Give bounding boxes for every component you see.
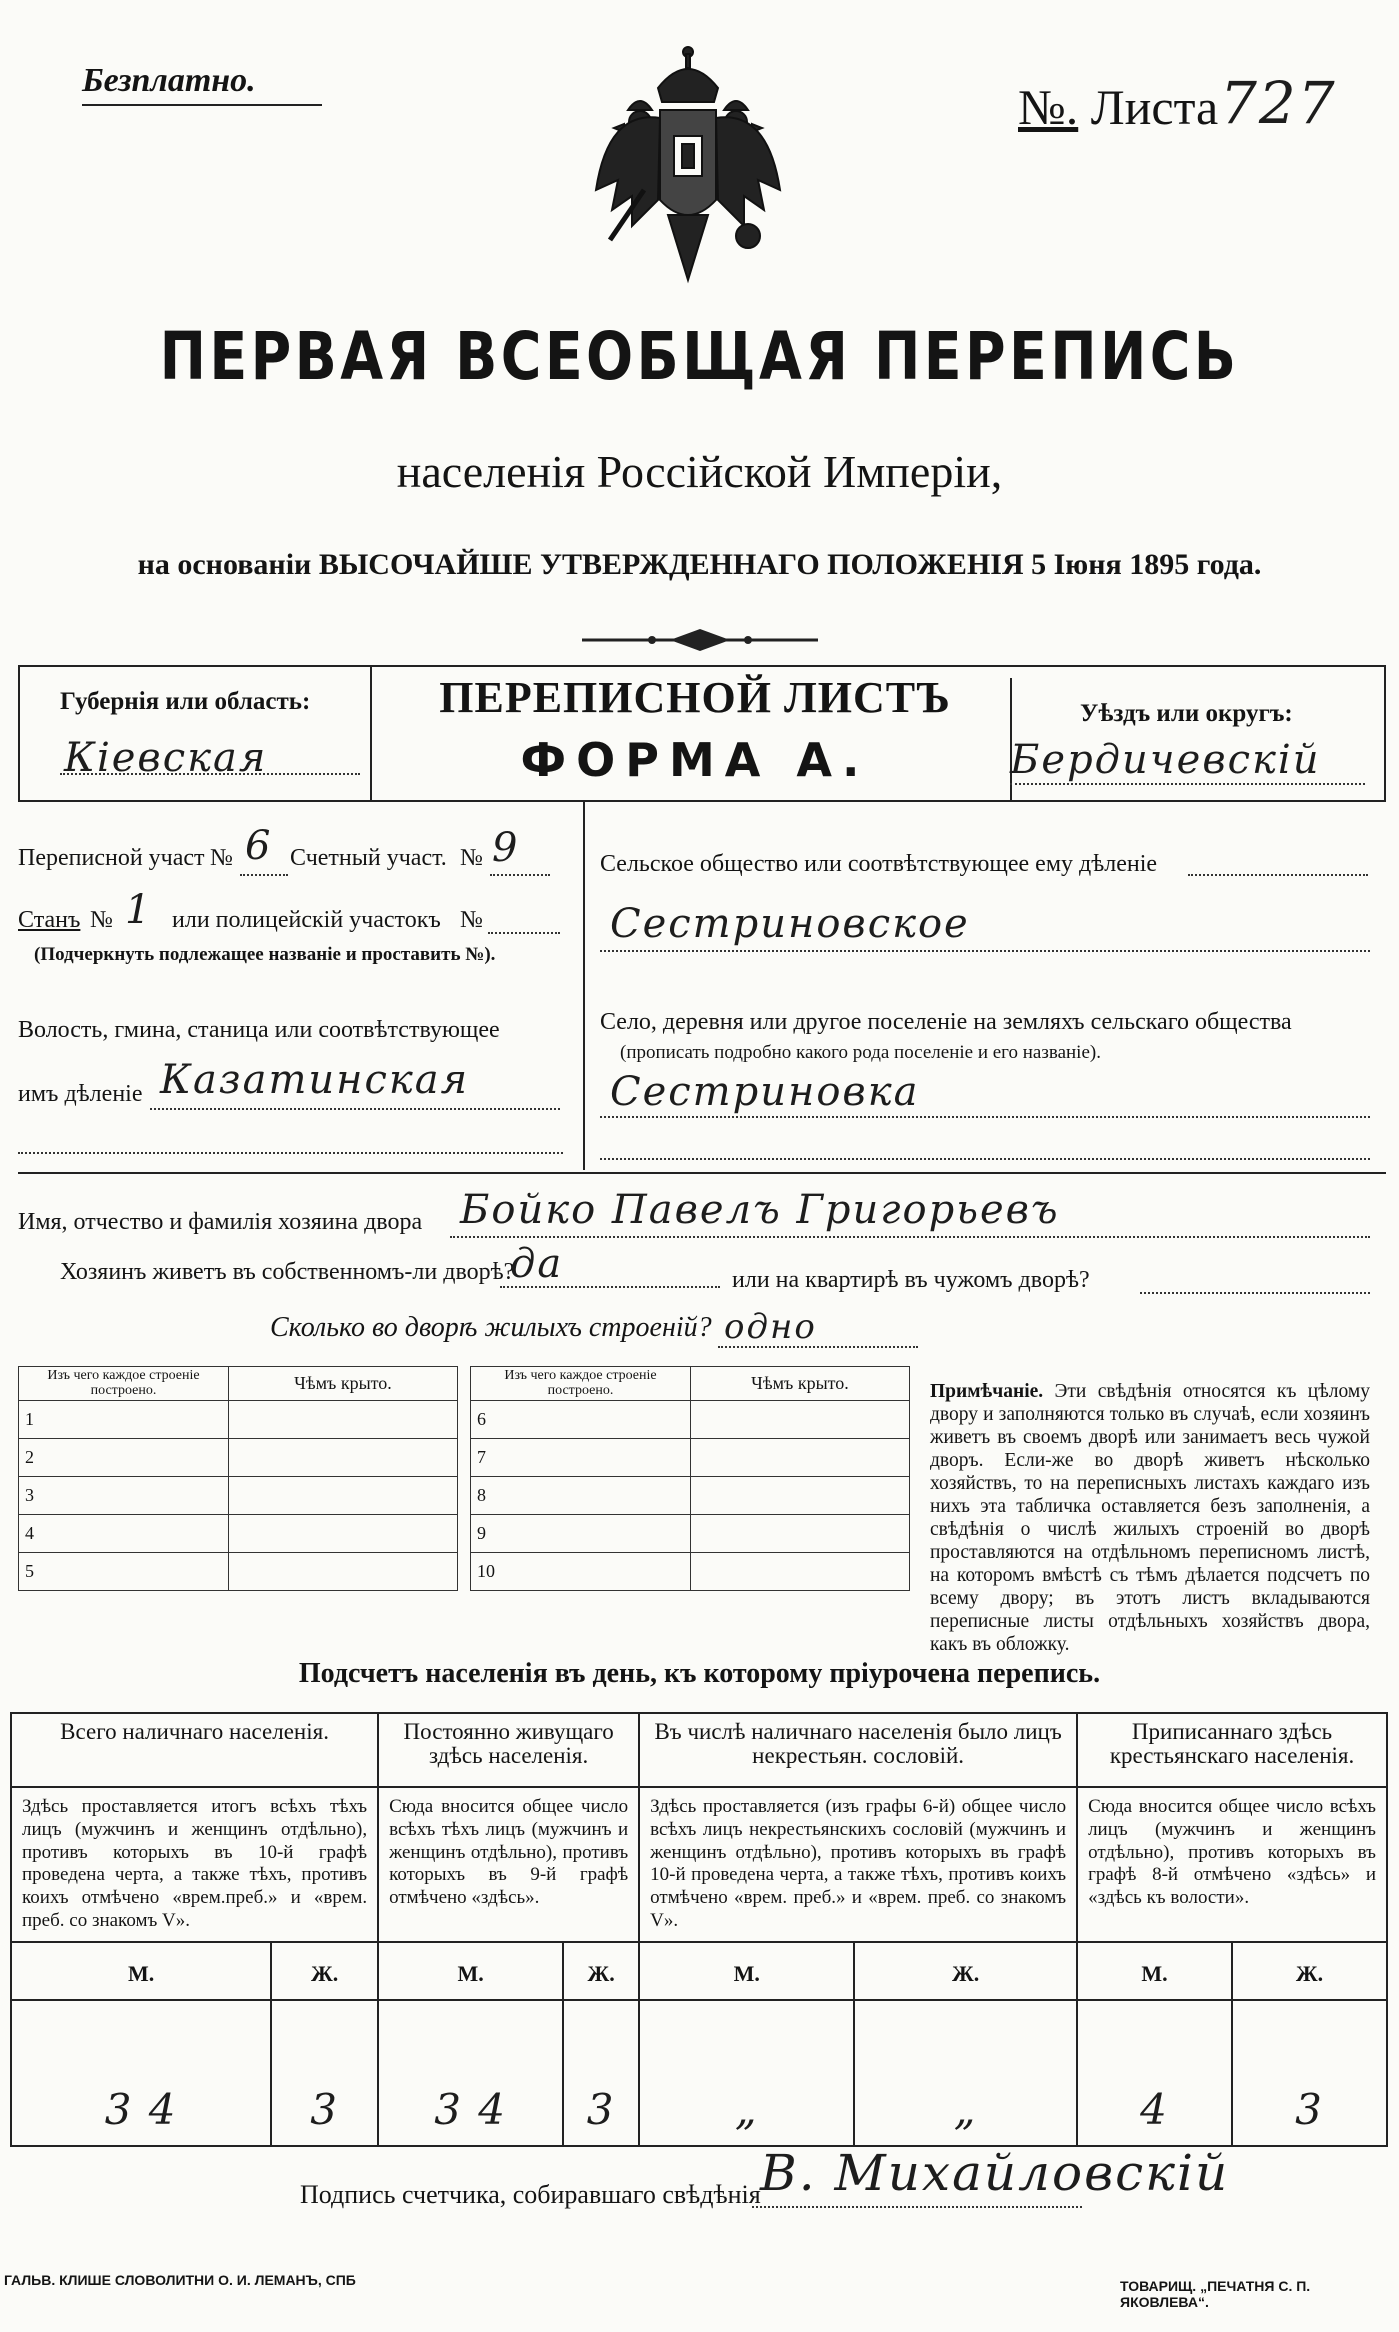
signature-value[interactable]: В. Михайловскій bbox=[760, 2144, 1230, 2202]
header-box-bottom-rule bbox=[18, 800, 1386, 802]
note-block bbox=[930, 1380, 1370, 1656]
pop-zh-label: Ж. bbox=[854, 1942, 1077, 2000]
table-row bbox=[19, 1439, 458, 1477]
table-cell[interactable] bbox=[691, 1439, 910, 1477]
form-title: ПЕРЕПИСНОЙ ЛИСТЪ bbox=[439, 673, 951, 722]
lives-dotted-line bbox=[500, 1286, 720, 1288]
table-cell[interactable]: 4 bbox=[19, 1515, 229, 1553]
buildings-label: Сколько во дворѣ жилыхъ строеній? bbox=[270, 1312, 712, 1343]
volost-label: Волость, гмина, станица или соотвѣтствующее bbox=[18, 1017, 500, 1043]
guberniya-value[interactable]: Кіевская bbox=[64, 735, 268, 781]
lives-label: Хозяинъ живетъ въ собственномъ-ли дворѣ? bbox=[60, 1259, 515, 1285]
pop-total-m-value[interactable]: 3 4 bbox=[11, 2000, 271, 2146]
table-cell[interactable]: 2 bbox=[19, 1439, 229, 1477]
table-row bbox=[19, 1401, 458, 1439]
table-cell[interactable] bbox=[229, 1515, 458, 1553]
pop-peasant-zh-value[interactable]: 3 bbox=[1232, 2000, 1387, 2146]
pop-col-peasant-header: Приписаннаго здѣсь крестьянскаго населенія. bbox=[1077, 1713, 1387, 1787]
note-text: Эти свѣдѣнія относятся къ цѣлому двору и заполняются только въ случаѣ, если хозяинъ живетъ въ своемъ дворѣ или занимаетъ весь чужой дворъ. Если-же во дворѣ живетъ нѣсколько хозяйствъ, то на переписныхъ листахъ каждаго изъ нихъ эта табличка оставляется безъ заполненія, а свѣдѣнія о числѣ жилыхъ строеній во дворѣ проставляются на отдѣльномъ переписномъ листѣ, на которомъ вмѣстѣ съ тѣмъ дѣлается подсчетъ по всему двору; въ этотъ листъ вкладываются переписные листы отдѣльныхъ хозяйствъ двора, какъ въ обложку. bbox=[930, 1381, 1371, 1655]
police-no-sign: № bbox=[460, 907, 483, 933]
pop-col-nonpeasant-header: Въ числѣ наличнаго населенія было лицъ некрестьян. сословій. bbox=[639, 1713, 1077, 1787]
table-cell[interactable]: 10 bbox=[471, 1553, 691, 1591]
owner-value[interactable]: Бойко Павелъ Григорьевъ bbox=[460, 1187, 1060, 1233]
table-cell[interactable]: 8 bbox=[471, 1477, 691, 1515]
table-row bbox=[471, 1477, 910, 1515]
header-box-left-rule bbox=[18, 665, 20, 802]
fields-center-rule bbox=[583, 800, 585, 1170]
perepisnoy-value[interactable]: 6 bbox=[245, 823, 273, 869]
table-row bbox=[19, 1477, 458, 1515]
table-cell[interactable] bbox=[229, 1439, 458, 1477]
volost-label-2: имъ дѣленіе bbox=[18, 1081, 143, 1107]
uezd-dotted-line bbox=[1010, 783, 1365, 785]
buildings-col-roof: Чѣмъ крыто. bbox=[691, 1367, 910, 1401]
table-row bbox=[471, 1401, 910, 1439]
stan-no-sign: № bbox=[90, 907, 113, 933]
perepisnoy-dotted-line bbox=[240, 874, 288, 876]
lives-value[interactable]: да bbox=[510, 1241, 564, 1287]
stan-label: Станъ bbox=[18, 907, 81, 933]
table-cell[interactable]: 5 bbox=[19, 1553, 229, 1591]
footer-left-imprint: ГАЛЬВ. КЛИШЕ СЛОВОЛИТНИ О. И. ЛЕМАНЪ, СПБ bbox=[4, 2272, 356, 2288]
volost-dotted-line bbox=[150, 1108, 560, 1110]
pop-permanent-zh-value[interactable]: 3 bbox=[563, 2000, 639, 2146]
pop-col-nonpeasant-desc: Здѣсь проставляется (изъ графы 6-й) общее число всѣхъ лицъ некрестьянскихъ сословій (мужчинъ и женщинъ отдѣльно), противъ которыхъ въ графѣ 10-й проведена черта, а также тѣхъ, противъ коихъ отмѣчено «врем. преб.» и «врем. преб. со знакомъ V». bbox=[639, 1787, 1077, 1942]
volost-value[interactable]: Казатинская bbox=[160, 1057, 470, 1103]
pop-m-label: М. bbox=[1077, 1942, 1232, 2000]
guberniya-label: Губернія или область: bbox=[60, 688, 311, 715]
buildings-value[interactable]: одно bbox=[724, 1307, 817, 1347]
free-label: Безплатно. bbox=[82, 62, 256, 99]
guberniya-dotted-line bbox=[60, 773, 360, 775]
table-row bbox=[471, 1553, 910, 1591]
uezd-value[interactable]: Бердичевскій bbox=[1010, 737, 1321, 783]
buildings-col-material: Изъ чего каждое строеніе построено. bbox=[19, 1367, 229, 1401]
table-cell[interactable] bbox=[691, 1515, 910, 1553]
table-cell[interactable] bbox=[229, 1477, 458, 1515]
pop-m-label: М. bbox=[639, 1942, 854, 2000]
free-underline bbox=[82, 104, 322, 106]
census-basis-line: на основаніи ВЫСОЧАЙШЕ УТВЕРЖДЕННАГО ПОЛОЖЕНІЯ 5 Іюня 1895 года. bbox=[137, 548, 1262, 581]
population-title: Подсчетъ населенія въ день, къ которому пріурочена перепись. bbox=[298, 1658, 1101, 1689]
sheet-number-sign: №. bbox=[1018, 79, 1079, 135]
schetny-value[interactable]: 9 bbox=[492, 825, 520, 871]
society-value[interactable]: Сестриновское bbox=[610, 901, 970, 947]
table-row bbox=[471, 1515, 910, 1553]
sheet-number-label: №. Листа bbox=[1018, 79, 1219, 135]
stan-hint: (Подчеркнуть подлежащее названіе и проставить №). bbox=[34, 944, 496, 965]
pop-col-total-header: Всего наличнаго населенія. bbox=[11, 1713, 378, 1787]
buildings-table-left bbox=[18, 1366, 458, 1591]
pop-zh-label: Ж. bbox=[271, 1942, 378, 2000]
population-table bbox=[10, 1712, 1388, 2147]
police-label: или полицейскій участокъ bbox=[172, 907, 441, 933]
pop-nonpeasant-zh-value[interactable]: „ bbox=[854, 2000, 1077, 2146]
census-main-title: ПЕРВАЯ ВСЕОБЩАЯ ПЕРЕПИСЬ bbox=[159, 318, 1240, 395]
pop-nonpeasant-m-value[interactable]: „ bbox=[639, 2000, 854, 2146]
pop-m-label: М. bbox=[378, 1942, 563, 2000]
table-cell[interactable]: 3 bbox=[19, 1477, 229, 1515]
sheet-number-value[interactable]: 727 bbox=[1220, 69, 1337, 137]
society-label: Сельское общество или соотвѣтствующее ему дѣленіе bbox=[600, 851, 1158, 877]
society-dotted-line-2 bbox=[600, 950, 1370, 952]
owner-dotted-line bbox=[450, 1236, 1370, 1238]
table-cell[interactable] bbox=[691, 1553, 910, 1591]
footer-right-imprint: ТОВАРИЩ. „ПЕЧАТНЯ С. П. ЯКОВЛЕВА“. bbox=[1120, 2278, 1311, 2310]
table-row bbox=[19, 1515, 458, 1553]
header-box-top-rule bbox=[18, 665, 1386, 667]
police-dotted-line bbox=[488, 932, 560, 934]
pop-zh-label: Ж. bbox=[563, 1942, 639, 2000]
village-hint: (прописать подробно какого рода поселеніе и его названіе). bbox=[620, 1042, 1101, 1063]
village-dotted-line-2 bbox=[600, 1158, 1370, 1160]
table-cell[interactable]: 7 bbox=[471, 1439, 691, 1477]
pop-col-permanent-desc: Сюда вносится общее число всѣхъ тѣхъ лицъ (мужчинъ и женщинъ отдѣльно), противъ которыхъ въ 9-й графѣ отмѣчено «здѣсь». bbox=[378, 1787, 639, 1942]
note-title: Примѣчаніе. bbox=[930, 1381, 1044, 1402]
volost-dotted-line-2 bbox=[18, 1152, 563, 1154]
perepisnoy-label: Переписной участ bbox=[18, 845, 205, 871]
buildings-col-material: Изъ чего каждое строеніе построено. bbox=[471, 1367, 691, 1401]
table-row bbox=[19, 1553, 458, 1591]
fields-bottom-rule bbox=[18, 1172, 1386, 1174]
signature-label: Подпись счетчика, собиравшаго свѣдѣнія bbox=[300, 2180, 761, 2209]
lives-label-2: или на квартирѣ въ чужомъ дворѣ? bbox=[732, 1267, 1090, 1293]
lives-dotted-line-2 bbox=[1140, 1292, 1370, 1294]
pop-col-total-desc: Здѣсь проставляется итогъ всѣхъ тѣхъ лицъ (мужчинъ и женщинъ отдѣльно), противъ которыхъ въ 10-й графѣ проведена черта, а также тѣхъ, противъ коихъ отмѣчено «врем.преб.» и «врем. преб. со знакомъ V». bbox=[11, 1787, 378, 1942]
village-value[interactable]: Сестриновка bbox=[610, 1069, 920, 1115]
table-cell[interactable]: 9 bbox=[471, 1515, 691, 1553]
table-cell[interactable] bbox=[691, 1477, 910, 1515]
schetny-no-sign: № bbox=[460, 845, 483, 871]
pop-m-label: М. bbox=[11, 1942, 271, 2000]
society-dotted-line bbox=[1188, 874, 1368, 876]
schetny-label: Счетный участ. bbox=[290, 845, 447, 871]
imperial-eagle-emblem-icon bbox=[588, 40, 788, 290]
perepisnoy-no-sign: № bbox=[210, 845, 233, 871]
table-row bbox=[471, 1439, 910, 1477]
pop-zh-label: Ж. bbox=[1232, 1942, 1387, 2000]
pop-col-peasant-desc: Сюда вносится общее число всѣхъ лицъ (мужчинъ и женщинъ отдѣльно), противъ которыхъ въ графѣ 8-й отмѣчено «здѣсь» и «здѣсь къ волости». bbox=[1077, 1787, 1387, 1942]
census-subtitle: населенія Россійской Имперіи, bbox=[396, 446, 1003, 497]
schetny-dotted-line bbox=[490, 874, 550, 876]
buildings-col-roof: Чѣмъ крыто. bbox=[229, 1367, 458, 1401]
header-box-divider-1 bbox=[370, 665, 372, 802]
table-cell[interactable] bbox=[229, 1401, 458, 1439]
buildings-dotted-line bbox=[718, 1346, 918, 1348]
village-dotted-line bbox=[600, 1116, 1370, 1118]
pop-col-permanent-header: Постоянно живущаго здѣсь населенія. bbox=[378, 1713, 639, 1787]
uezd-label: Уѣздъ или округъ: bbox=[1080, 700, 1293, 727]
pop-permanent-m-value[interactable]: 3 4 bbox=[378, 2000, 563, 2146]
pop-peasant-m-value[interactable]: 4 bbox=[1077, 2000, 1232, 2146]
table-cell[interactable]: 6 bbox=[471, 1401, 691, 1439]
owner-label: Имя, отчество и фамилія хозяина двора bbox=[18, 1209, 423, 1235]
village-label: Село, деревня или другое поселеніе на земляхъ сельскаго общества bbox=[600, 1009, 1292, 1035]
table-cell[interactable] bbox=[229, 1553, 458, 1591]
stan-value[interactable]: 1 bbox=[125, 887, 153, 933]
form-subtitle: ФОРМА А. bbox=[520, 733, 870, 787]
buildings-table-right bbox=[470, 1366, 910, 1591]
header-box-right-rule bbox=[1384, 665, 1386, 802]
table-cell[interactable] bbox=[691, 1401, 910, 1439]
table-cell[interactable]: 1 bbox=[19, 1401, 229, 1439]
divider-ornament-icon bbox=[582, 625, 818, 655]
signature-dotted-line bbox=[752, 2206, 1082, 2208]
pop-total-zh-value[interactable]: 3 bbox=[271, 2000, 378, 2146]
